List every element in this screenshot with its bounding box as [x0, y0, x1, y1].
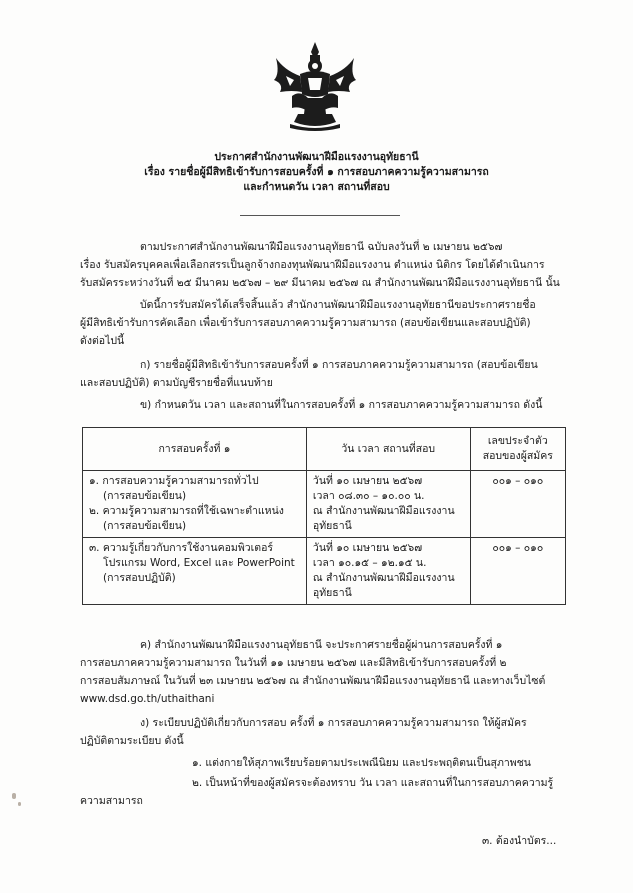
- row2-exam-line: (การสอบปฏิบัติ): [103, 572, 176, 584]
- scan-speck: [12, 793, 16, 799]
- item-c-line1: ค) สำนักงานพัฒนาฝีมือแรงงานอุทัยธานี จะประกาศรายชื่อผู้ผ่านการสอบครั้งที่ ๑: [140, 639, 503, 651]
- row1-time: เวลา ๐๘.๓๐ – ๑๐.๐๐ น.: [312, 490, 425, 502]
- row1-place: ณ สำนักงานพัฒนาฝีมือแรงงาน: [312, 505, 455, 517]
- intro-p1-line1: ตามประกาศสำนักงานพัฒนาฝีมือแรงงานอุทัยธานี ฉบับลงวันที่ ๒ เมษายน ๒๕๖๗: [140, 241, 503, 253]
- garuda-emblem-icon: [270, 40, 360, 132]
- row1-exam-line: ๑. การสอบความรู้ความสามารถทั่วไป: [89, 475, 259, 487]
- rule-2-line2: ความสามารถ: [80, 795, 143, 807]
- row2-date: วันที่ ๑๐ เมษายน ๒๕๖๗: [312, 542, 423, 554]
- row2-place-2: อุทัยธานี: [312, 587, 352, 599]
- intro-p1-line3: รับสมัครระหว่างวันที่ ๒๕ มีนาคม ๒๕๖๗ – ๒๙ มีนาคม ๒๕๖๗ ณ สำนักงานพัฒนาฝีมือแรงงานอุทัยธานี นั้น: [80, 277, 560, 289]
- table-row: [83, 471, 566, 538]
- table-row: [83, 538, 566, 605]
- row1-exam-line: (การสอบข้อเขียน): [103, 490, 187, 502]
- header-exam: การสอบครั้งที่ ๑: [83, 428, 307, 471]
- subject-line-2: และกำหนดวัน เวลา สถานที่สอบ: [243, 181, 390, 193]
- header-id-line1: เลขประจำตัว: [487, 435, 548, 447]
- intro-p2-line3: ดังต่อไปนี้: [80, 335, 125, 347]
- table-header-row: [83, 428, 566, 471]
- row2-ids: ๐๐๑ – ๐๑๐: [470, 538, 565, 605]
- row2-time: เวลา ๑๐.๑๕ – ๑๒.๑๕ น.: [312, 557, 427, 569]
- item-d-line2: ปฏิบัติตามระเบียบ ดังนี้: [80, 735, 184, 747]
- row1-exam-line: ๒. ความรู้ความสามารถที่ใช้เฉพาะตำแหน่ง: [89, 505, 284, 517]
- row2-place: ณ สำนักงานพัฒนาฝีมือแรงงาน: [312, 572, 455, 584]
- intro-p2-line2: ผู้มีสิทธิเข้ารับการคัดเลือก เพื่อเข้ารับการสอบภาคความรู้ความสามารถ (สอบข้อเขียนและสอบปฏิบัติ): [80, 317, 531, 329]
- scan-speck: [18, 802, 21, 806]
- row2-exam-line: โปรแกรม Word, Excel และ PowerPoint: [103, 557, 295, 569]
- rule-2-line1: ๒. เป็นหน้าที่ของผู้สมัครจะต้องทราบ วัน เวลา และสถานที่ในการสอบภาคความรู้: [192, 777, 554, 789]
- header-applicant-id: [470, 428, 565, 471]
- rule-1: ๑. แต่งกายให้สุภาพเรียบร้อยตามประเพณีนิยม และประพฤติตนเป็นสุภาพชน: [192, 757, 531, 769]
- item-b-line1: ข) กำหนดวัน เวลา และสถานที่ในการสอบครั้งที่ ๑ การสอบภาคความรู้ความสามารถ ดังนี้: [140, 399, 543, 411]
- continued-note: ๓. ต้องนำบัตร...: [482, 835, 557, 847]
- row2-exam-line: ๓. ความรู้เกี่ยวกับการใช้งานคอมพิวเตอร์: [89, 542, 274, 554]
- row1-datetime: [306, 471, 470, 538]
- row2-datetime: [306, 538, 470, 605]
- subject-line: เรื่อง รายชื่อผู้มีสิทธิเข้ารับการสอบครั้งที่ ๑ การสอบภาคความรู้ความสามารถ: [144, 166, 489, 178]
- website-url: www.dsd.go.th/uthaithani: [80, 693, 215, 705]
- intro-p2-line1: บัดนี้การรับสมัครได้เสร็จสิ้นแล้ว สำนักงานพัฒนาฝีมือแรงงานอุทัยธานีขอประกาศรายชื่อ: [140, 299, 536, 311]
- header-datetime-place: วัน เวลา สถานที่สอบ: [306, 428, 470, 471]
- announcement-title: ประกาศสำนักงานพัฒนาฝีมือแรงงานอุทัยธานี: [214, 151, 419, 163]
- row1-exam-line: (การสอบข้อเขียน): [103, 520, 187, 532]
- item-a-line2: และสอบปฏิบัติ) ตามบัญชีรายชื่อที่แนบท้าย: [80, 377, 273, 389]
- row1-place-2: อุทัยธานี: [312, 520, 352, 532]
- row1-exam: [83, 471, 307, 538]
- row1-date: วันที่ ๑๐ เมษายน ๒๕๖๗: [312, 475, 423, 487]
- exam-schedule-table: [82, 427, 566, 605]
- divider: [240, 215, 400, 216]
- row2-exam: [83, 538, 307, 605]
- item-a-line1: ก) รายชื่อผู้มีสิทธิเข้ารับการสอบครั้งที่ ๑ การสอบภาคความรู้ความสามารถ (สอบข้อเขียน: [140, 359, 538, 371]
- item-c-line2: การสอบภาคความรู้ความสามารถ ในวันที่ ๑๑ เมษายน ๒๕๖๗ และมีสิทธิเข้ารับการสอบครั้งที่ ๒: [80, 657, 507, 669]
- intro-p1-line2: เรื่อง รับสมัครบุคคลเพื่อเลือกสรรเป็นลูกจ้างกองทุนพัฒนาฝีมือแรงงาน ตำแหน่ง นิติกร โดยได้ดำเนินการ: [80, 259, 545, 271]
- item-c-line3: การสอบสัมภาษณ์ ในวันที่ ๒๓ เมษายน ๒๕๖๗ ณ สำนักงานพัฒนาฝีมือแรงงานอุทัยธานี และทางเว็บไซต์: [80, 675, 546, 687]
- row1-ids: ๐๐๑ – ๐๑๐: [470, 471, 565, 538]
- item-d-line1: ง) ระเบียบปฏิบัติเกี่ยวกับการสอบ ครั้งที่ ๑ การสอบภาคความรู้ความสามารถ ให้ผู้สมัคร: [140, 717, 527, 729]
- header-id-line2: สอบของผู้สมัคร: [482, 450, 553, 462]
